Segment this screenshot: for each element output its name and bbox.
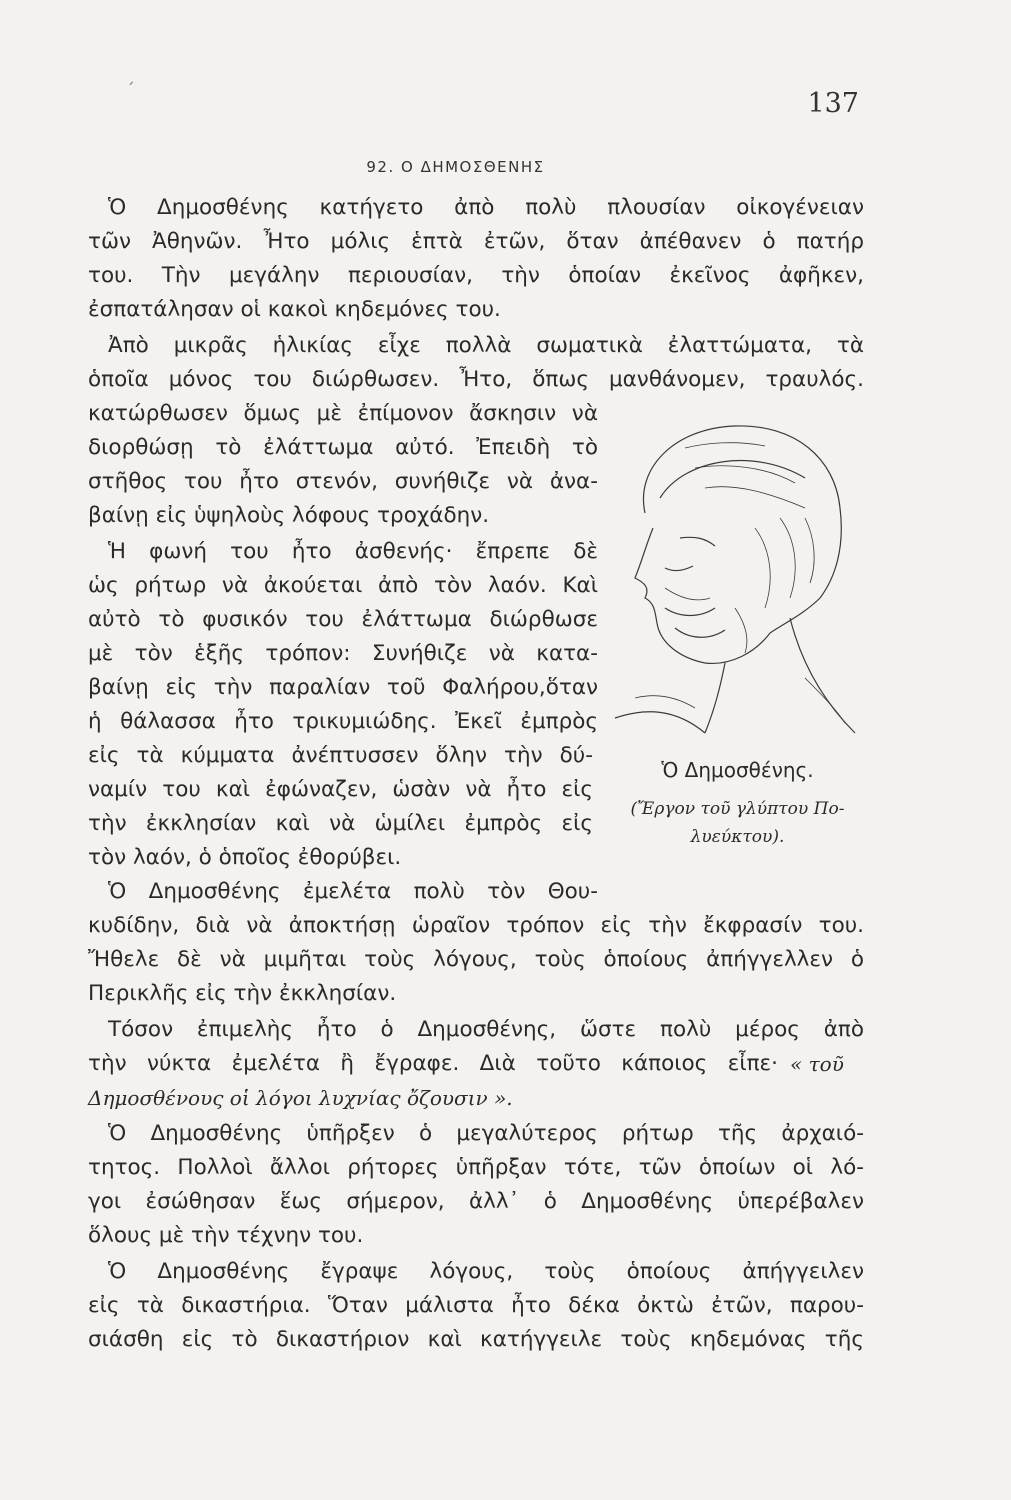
text-line: Τόσον ἐπιμελὴς ἦτο ὁ Δημοσθένης, ὥστε πολὺ μέρος ἀπὸ — [108, 1017, 864, 1042]
text-line: γοι ἐσώθησαν ἕως σήμερον, ἀλλ᾽ ὁ Δημοσθένης ὑπερέβαλεν — [88, 1189, 864, 1214]
text-line: βαίνῃ εἰς ὑψηλοὺς λόφους τροχάδην. — [88, 503, 490, 528]
quote-line: Δημοσθένους οἱ λόγοι λυχνίας ὄζουσιν ». — [88, 1086, 513, 1110]
text-line: Ὁ Δημοσθένης κατήγετο ἀπὸ πολὺ πλουσίαν οἰκογένειαν — [108, 195, 864, 220]
text-line: ἡ θάλασσα ἦτο τρικυμιώδης. Ἐκεῖ ἐμπρὸς — [88, 709, 598, 734]
text-line: Ὁ Δημοσθένης ἐμελέτα πολὺ τὸν Θου- — [108, 879, 598, 904]
text-line: τητος. Πολλοὶ ἄλλοι ρήτορες ὑπῆρξαν τότε, τῶν ὁποίων οἱ λό- — [88, 1155, 864, 1180]
text-line: διορθώσῃ τὸ ἐλάττωμα αὐτό. Ἐπειδὴ τὸ — [88, 435, 598, 460]
text-line: εἰς τὰ δικαστήρια. Ὅταν μάλιστα ἦτο δέκα ὀκτὼ ἐτῶν, παρου- — [88, 1293, 864, 1318]
page-number: 137 — [807, 88, 859, 119]
text-line: ὁποῖα μόνος του διώρθωσεν. Ἦτο, ὅπως μανθάνομεν, τραυλός. — [88, 367, 864, 392]
text-line: στῆθος του ἦτο στενόν, συνήθιζε νὰ ἀνα- — [88, 469, 598, 494]
quote-start: « τοῦ — [790, 1052, 844, 1076]
text-line: μὲ τὸν ἑξῆς τρόπον: Συνήθιζε νὰ κατα- — [88, 641, 598, 666]
text-line: κυδίδην, διὰ νὰ ἀποκτήσῃ ὡραῖον τρόπον εἰς τὴν ἔκφρασίν του. — [88, 913, 864, 938]
text-line: Ὁ Δημοσθένης ἔγραψε λόγους, τοὺς ὁποίους ἀπήγγειλεν — [108, 1259, 864, 1284]
text-line: τὴν ἐκκλησίαν καὶ νὰ ὡμίλει ἐμπρὸς εἰς — [88, 811, 593, 836]
text-line: τῶν Ἀθηνῶν. Ἦτο μόλις ἑπτὰ ἐτῶν, ὅταν ἀπέθανεν ὁ πατήρ — [88, 229, 864, 254]
text-line: ὅλους μὲ τὴν τέχνην του. — [88, 1223, 364, 1248]
chapter-title: 92. Ο ΔΗΜΟΣΘΕΝΗΣ — [366, 158, 545, 176]
text-line: εἰς τὰ κύμματα ἀνέπτυσσεν ὅλην τὴν δύ- — [88, 743, 593, 768]
text-line: Ἤθελε δὲ νὰ μιμῆται τοὺς λόγους, τοὺς ὁποίους ἀπήγγελλεν ὁ — [88, 947, 864, 972]
text-line: τὴν νύκτα ἐμελέτα ἢ ἔγραφε. Διὰ τοῦτο κάποιος εἶπε· — [88, 1051, 778, 1076]
text-line: Ἀπὸ μικρᾶς ἡλικίας εἶχε πολλὰ σωματικὰ ἐλαττώματα, τὰ — [108, 333, 864, 358]
text-line: Περικλῆς εἰς τὴν ἐκκλησίαν. — [88, 981, 397, 1006]
text-line: αὐτὸ τὸ φυσικόν του ἐλάττωμα διώρθωσε — [88, 607, 598, 632]
text-line: βαίνῃ εἰς τὴν παραλίαν τοῦ Φαλήρου,ὅταν — [88, 675, 598, 700]
text-line: Ἡ φωνή του ἦτο ἀσθενής· ἔπρεπε δὲ — [108, 539, 598, 564]
portrait-caption: Ὁ Δημοσθένης. — [661, 758, 814, 782]
text-line: τὸν λαόν, ὁ ὁποῖος ἐθορύβει. — [88, 845, 402, 870]
text-line: ἐσπατάλησαν οἱ κακοὶ κηδεμόνες του. — [88, 297, 501, 322]
text-line: σιάσθη εἰς τὸ δικαστήριον καὶ κατήγγειλε τοὺς κηδεμόνας τῆς — [88, 1327, 864, 1352]
pencil-mark: ˊ — [126, 80, 135, 101]
text-line: κατώρθωσεν ὅμως μὲ ἐπίμονον ἄσκησιν νὰ — [88, 401, 598, 426]
text-line: ναμίν του καὶ ἐφώναζεν, ὡσὰν νὰ ἦτο εἰς — [88, 777, 593, 802]
text-line: Ὁ Δημοσθένης ὑπῆρξεν ὁ μεγαλύτερος ρήτωρ τῆς ἀρχαιό- — [108, 1121, 864, 1146]
text-line: ὡς ρήτωρ νὰ ἀκούεται ἀπὸ τὸν λαόν. Καὶ — [88, 573, 598, 598]
portrait-engraving — [605, 408, 867, 738]
text-line: του. Τὴν μεγάλην περιουσίαν, τὴν ὁποίαν ἐκεῖνος ἀφῆκεν, — [88, 263, 864, 288]
portrait-credit-line-2: λυεύκτου). — [690, 827, 785, 847]
portrait-credit-line-1: (Ἔργον τοῦ γλύπτου Πο- — [630, 799, 845, 819]
